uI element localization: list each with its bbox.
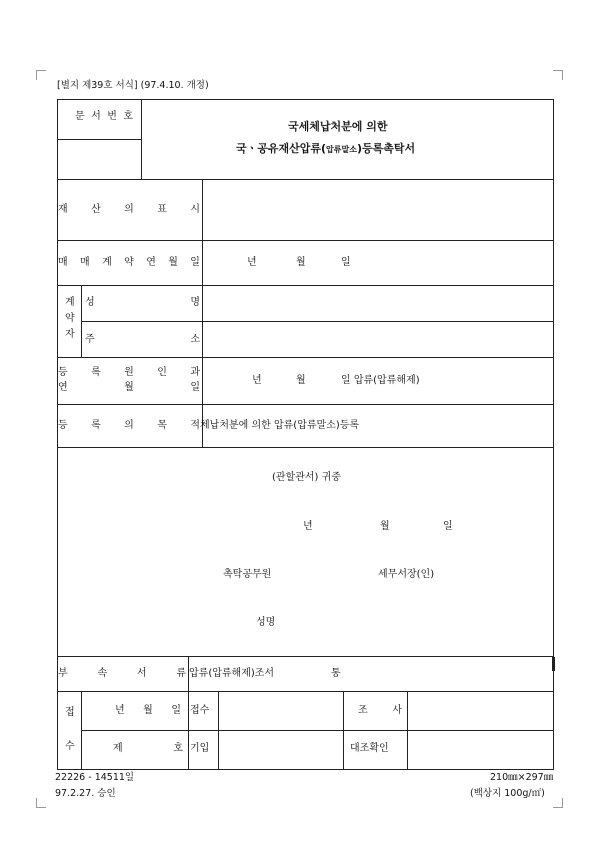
issue-date-month: 월 [380,521,390,532]
paper-weight: (백상지 100g/㎡) [470,788,545,799]
attachment-label: 부 속 서 류 [58,668,186,679]
cross-check-label: 대조확인 [350,743,389,754]
name-seal-label: 성명 [256,617,276,628]
entry-field[interactable] [219,731,343,769]
receipt-label-1: 접 [65,707,75,718]
receipt-field[interactable] [219,692,343,730]
crop-mark-top-left [36,70,46,80]
name-field[interactable] [203,286,553,321]
receipt-date-label: 년 월 일 [115,705,181,716]
reg-cause-year: 년 [252,375,262,386]
attachment-value: 압류(압류해제)조서 [189,668,275,679]
inspect-label: 조 사 [358,705,402,716]
cross-check-field[interactable] [408,731,553,769]
paper-size: 210㎜×297㎜ [490,772,554,783]
reg-purpose-label: 등 록 의 목 적 [58,420,200,431]
party-label-3: 자 [65,329,75,340]
approval-number: 22226 - 14511일 [55,772,135,783]
reg-cause-label-line2: 연 월 일 [58,382,200,393]
attachment-suffix: 통 [331,668,341,679]
contract-date-month: 월 [296,257,306,268]
contract-date-label: 매 매 계 약 연 월 일 [58,257,200,268]
property-field[interactable] [203,180,553,240]
property-label: 재 산 의 표 시 [58,204,200,215]
receipt-column-label: 접수 [190,705,210,716]
receipt-label-2: 수 [65,741,75,752]
name-label: 성 명 [85,297,200,308]
party-label-2: 약 [65,313,75,324]
issue-date-day: 일 [443,521,453,532]
form-code: [별지 제39호 서식] (97.4.10. 개정) [57,80,209,91]
crop-mark-top-right [553,70,563,80]
reg-cause-month: 월 [296,375,306,386]
contract-date-day: 일 [341,257,351,268]
reg-purpose-value: 체납처분에 의한 압류(압류말소)등록 [200,420,360,431]
form-title-line2: 국ㆍ공유재산압류(압류말소)등록촉탁서 [236,142,416,155]
inspect-field[interactable] [408,692,553,730]
doc-number-field[interactable] [58,140,141,179]
tax-office-label: 세무서장(인) [378,569,435,580]
address-field[interactable] [203,322,553,357]
receipt-number-label: 제 호 [113,743,183,754]
crop-mark-bottom-left [36,798,46,808]
party-label-1: 계 [65,297,75,308]
crop-mark-bottom-right [553,798,563,808]
contract-date-year: 년 [247,257,257,268]
address-label: 주 소 [85,334,200,345]
approval-date: 97.2.27. 승인 [55,788,116,799]
form-title-line1: 국세체납처분에 의한 [288,120,388,133]
officer-label: 촉탁공무원 [223,569,272,580]
reg-cause-day-seizure: 일 압류(압류해제) [341,375,420,386]
reg-cause-label-line1: 등 록 원 인 과 [58,367,200,378]
entry-column-label: 기입 [190,743,210,754]
doc-number-label: 문 서 번 호 [75,111,133,122]
addressee: (관할관서) 귀중 [272,472,341,483]
issue-date-year: 년 [303,521,313,532]
